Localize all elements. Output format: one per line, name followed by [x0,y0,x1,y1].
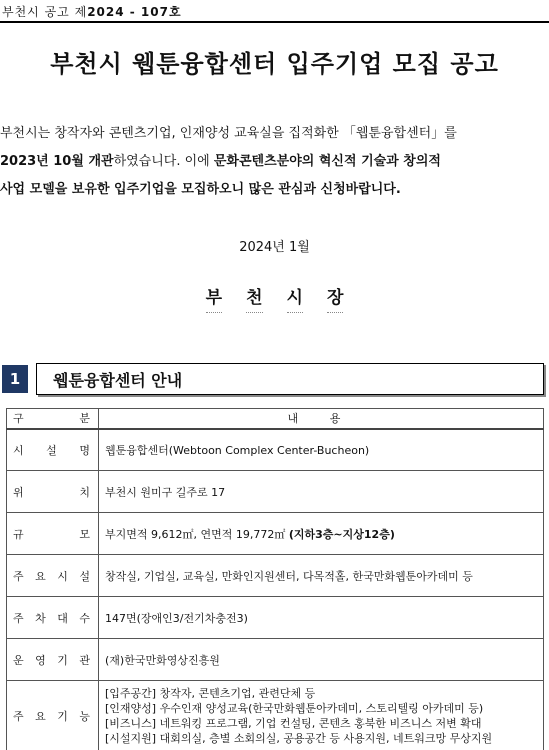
intro-line-2-text: 하였습니다. 이에 [113,154,214,169]
table-row [7,513,544,555]
intro-opening-date: 2023년 10월 개관 [0,154,114,169]
issuer-char: 시 [287,283,303,313]
row-label-main-functions: 주 요 기 능 [7,681,99,750]
row-value-main-functions [99,681,544,750]
top-divider [0,21,549,23]
row-value-parking: 147면(장애인3/전기차충전3) [99,597,544,639]
row-value-facility: 웹툰융합센터(Webtoon Complex Center-Bucheon) [99,429,544,471]
row-label-location: 위 치 [7,471,99,513]
scale-area: 부지면적 9,612㎡, 연면적 19,772㎡ [105,527,289,541]
issuer-char: 천 [246,283,262,313]
table-header-row [7,409,544,429]
document-number [2,3,182,20]
document-number-prefix: 부천시 공고 제 [2,5,88,19]
section-header [2,363,544,395]
intro-line-3: 사업 모델을 보유한 입주기업을 모집하오니 많은 관심과 신청바랍니다. [0,182,401,197]
document-number-value: 2024 - 107호 [87,5,182,19]
issuer-signature [0,283,549,313]
function-line: [시설지원] 대회의실, 층별 소회의실, 공용공간 등 사용지원, 네트워크망 무상지원 [105,731,493,745]
intro-line-1: 부천시는 창작자와 콘텐츠기업, 인재양성 교육실을 집적화한 「웹툰융합센터」를 [0,126,457,141]
function-line: [비즈니스] 네트워킹 프로그램, 기업 컨설팅, 콘텐츠 홍북한 비즈니스 저변 확대 [105,716,482,730]
table-header-value: 내 용 [99,409,544,429]
row-label-scale: 규 모 [7,513,99,555]
table-header-label: 구 분 [7,409,99,429]
scale-floors: (지하3층~지상12층) [288,527,395,541]
table-row [7,471,544,513]
function-line: [입주공간] 창작자, 콘텐츠기업, 관련단체 등 [105,686,316,700]
section-number-badge: 1 [2,365,28,393]
table-row [7,555,544,597]
table-row [7,639,544,681]
row-label-parking: 주 차 대 수 [7,597,99,639]
table-row [7,681,544,750]
row-value-operator: (재)한국만화영상진흥원 [99,639,544,681]
issuer-char: 장 [327,283,343,313]
row-value-location: 부천시 원미구 길주로 17 [99,471,544,513]
row-label-facility: 시 설 명 [7,429,99,471]
intro-line-2 [0,148,549,176]
section-title: 웹툰융합센터 안내 [36,363,544,395]
center-info-table [6,408,544,750]
page-title: 부천시 웹툰융합센터 입주기업 모집 공고 [50,50,499,78]
notice-date: 2024년 1월 [239,240,310,255]
table-row [7,597,544,639]
intro-line-2-emphasis: 문화콘텐츠분야의 혁신적 기술과 창의적 [213,154,441,169]
row-value-scale [99,513,544,555]
row-label-main-facilities: 주 요 시 설 [7,555,99,597]
row-label-operator: 운 영 기 관 [7,639,99,681]
intro-paragraph [0,120,549,204]
issuer-char: 부 [206,283,222,313]
table-row [7,429,544,471]
row-value-main-facilities: 창작실, 기업실, 교육실, 만화인지원센터, 다목적홀, 한국만화웹툰아카데미 등 [99,555,544,597]
function-line: [인재양성] 우수인재 양성교육(한국만화웹툰아카데미, 스토리텔링 아카데미 등) [105,701,484,715]
